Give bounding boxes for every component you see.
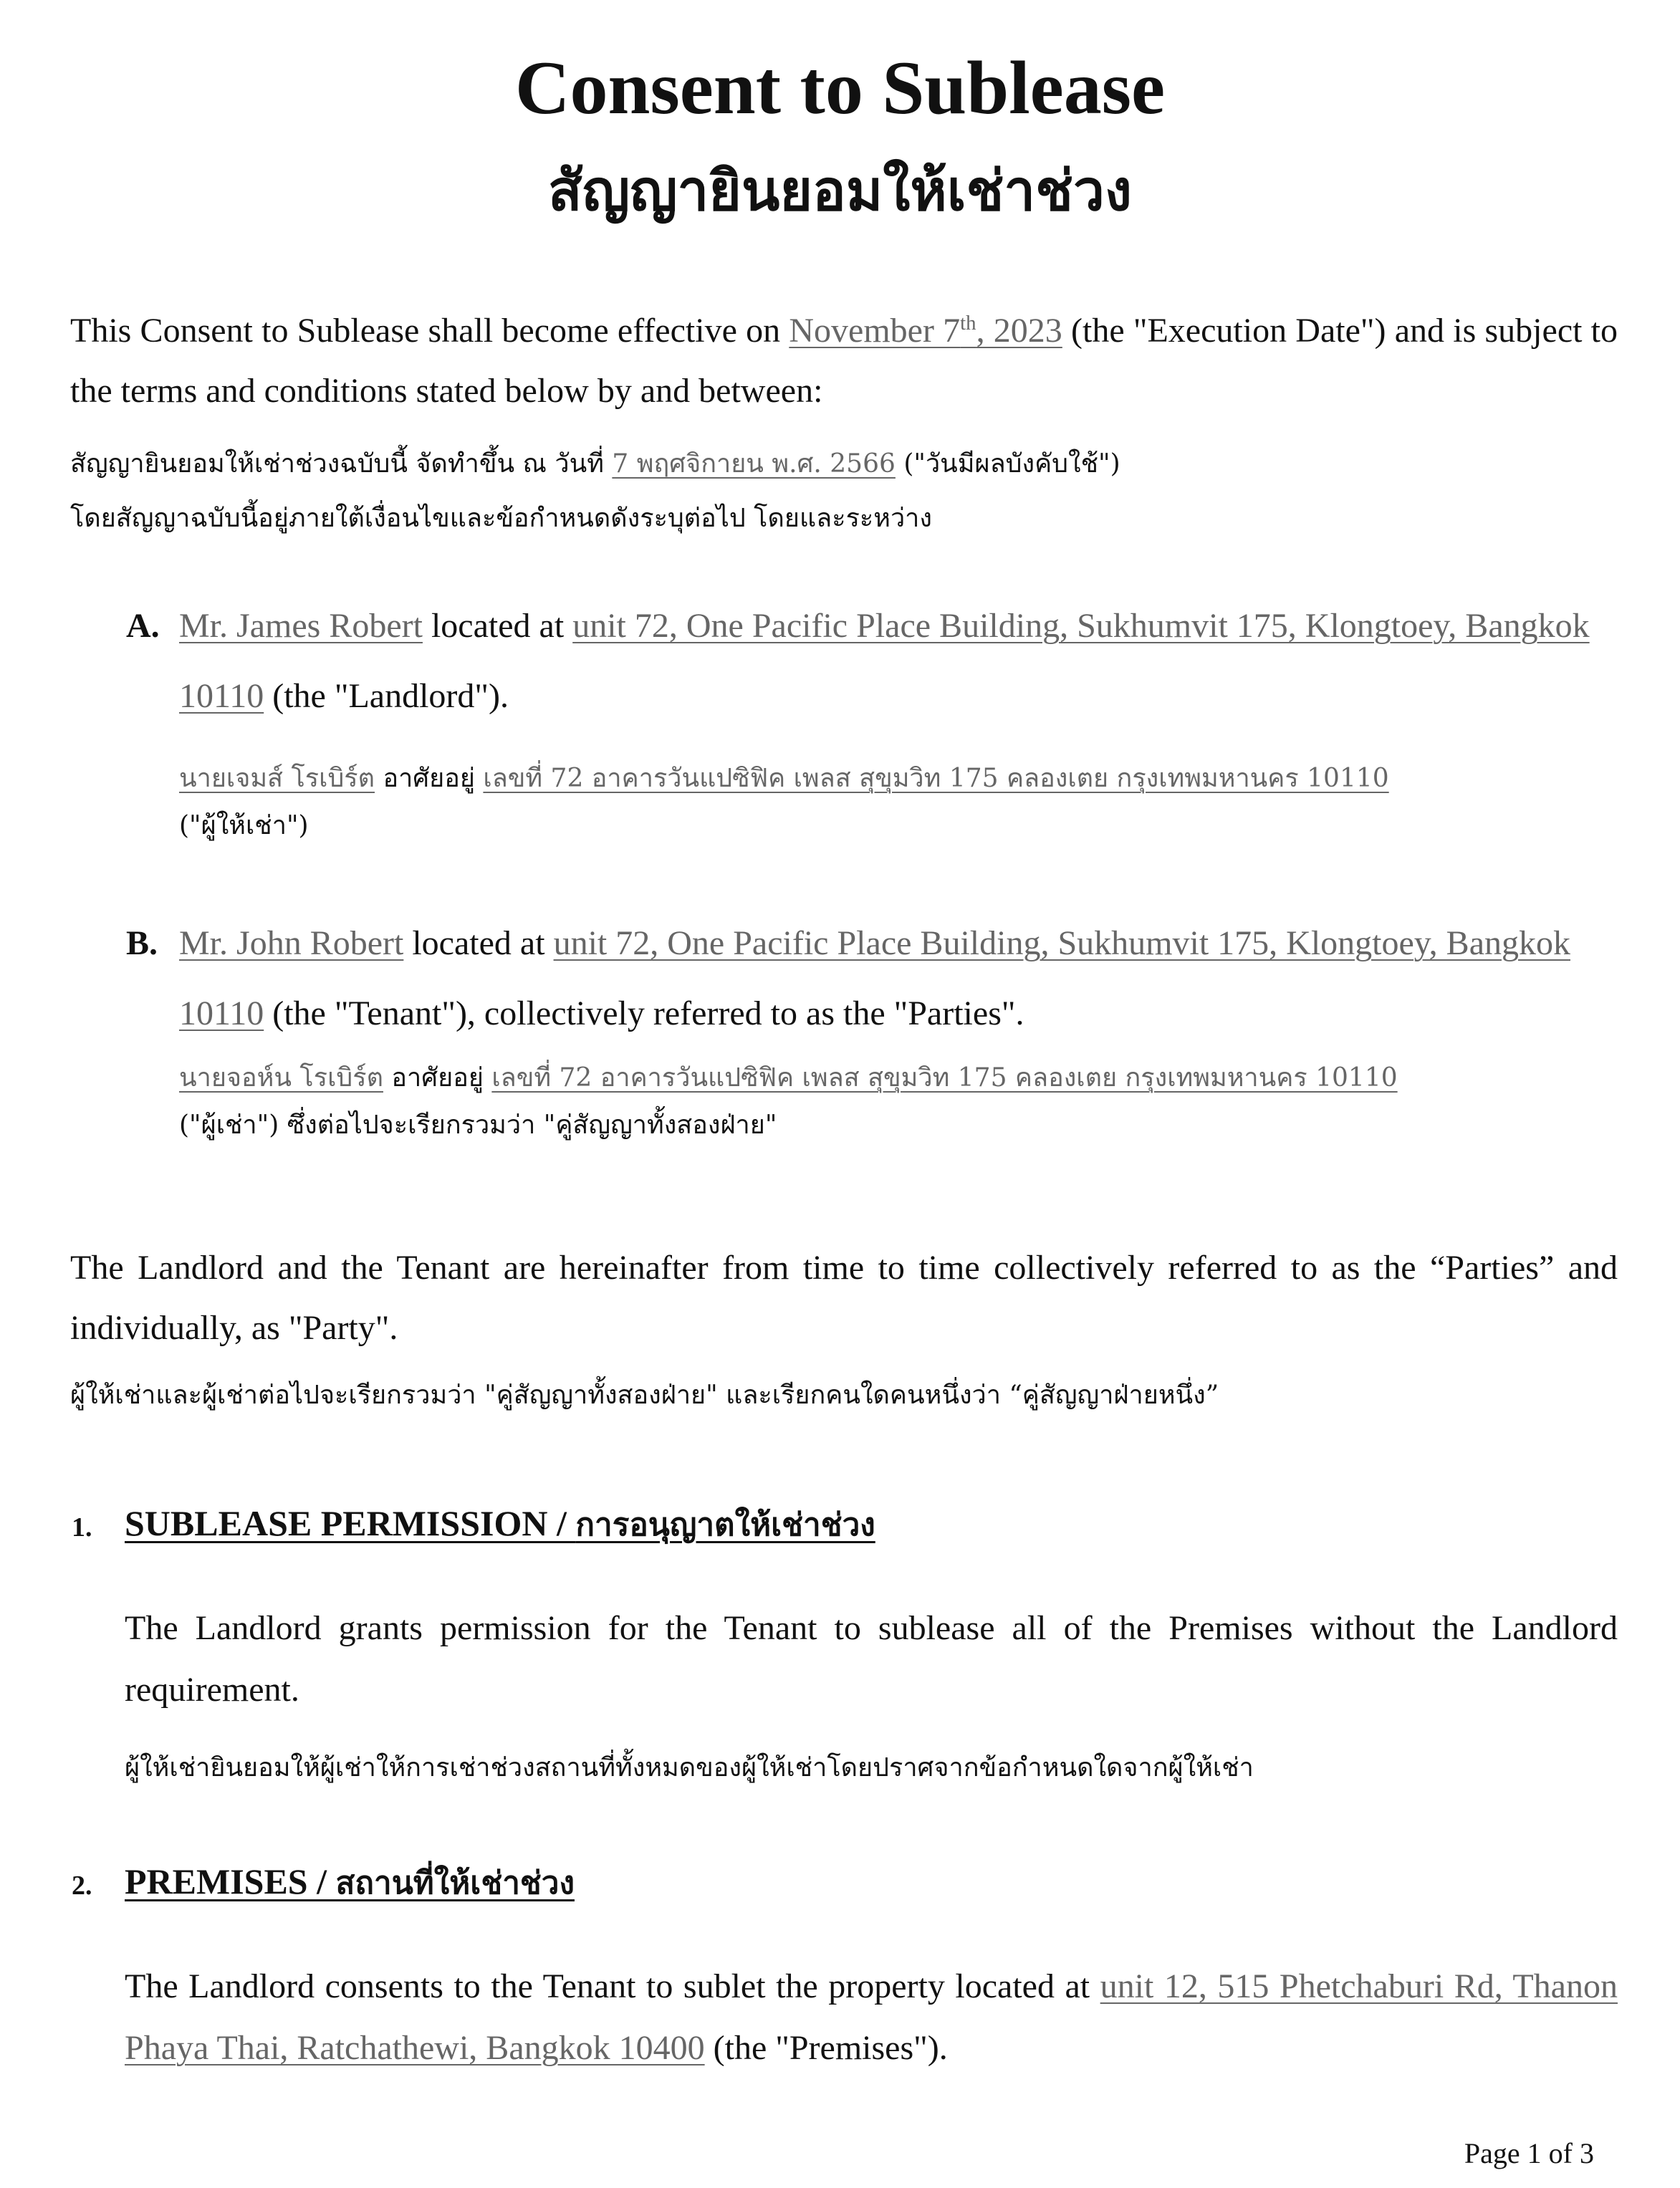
collective-paragraph-thai: ผู้ให้เช่าและผู้เช่าต่อไปจะเรียกรวมว่า "คู่สัญญาทั้งสองฝ่าย" และเรียกคนใดคนหนึ่งว่า “คู่สัญญาฝ่ายหนึ่ง” xyxy=(70,1381,1219,1410)
landlord-address-thai: เลขที่ 72 อาคารวันแปซิฟิค เพลส สุขุมวิท 175 คลองเตย กรุงเทพมหานคร 10110 xyxy=(483,764,1389,793)
intro-paragraph-thai: สัญญายินยอมให้เช่าช่วงฉบับนี้ จัดทำขึ้น ณ วันที่ 7 พฤศจิกายน พ.ศ. 2566 ("วันมีผลบังคับใช้") โดยสัญญาฉบับนี้อยู่ภายใต้เงื่อนไขและข้อกำหนดดังระบุต่อไป โดยและระหว่าง xyxy=(70,449,1120,533)
party-a-thai: นายเจมส์ โรเบิร์ต อาศัยอยู่ เลขที่ 72 อาคารวันแปซิฟิค เพลส สุขุมวิท 175 คลองเตย กรุงเทพมหานคร 10110 ("ผู้ให้เช่า") xyxy=(179,764,1389,840)
landlord-name: Mr. James Robert xyxy=(179,607,423,645)
intro-text-continued: (the "Execution Date") and is subject to the terms and conditions stated below by and between: xyxy=(70,312,1618,410)
party-a-english: Mr. James Robert located at unit 72, One Pacific Place Building, Sukhumvit 175, Klongtoey, Bangkok 10110 (the "Landlord"). xyxy=(179,607,1590,715)
section-1-number: 1. xyxy=(72,1512,92,1542)
document-title-english: Consent to Sublease xyxy=(514,46,1165,130)
premises-address: unit 12, 515 Phetchaburi Rd, Thanon Phaya Thai, Ratchathewi, Bangkok 10400 xyxy=(125,1967,1618,2067)
party-b-label: B. xyxy=(126,924,158,962)
landlord-address: unit 72, One Pacific Place Building, Sukhumvit 175, Klongtoey, Bangkok 10110 xyxy=(179,607,1590,715)
intro-thai-line2: โดยสัญญาฉบับนี้อยู่ภายใต้เงื่อนไขและข้อกำหนดดังระบุต่อไป โดยและระหว่าง xyxy=(70,504,932,533)
party-a-label: A. xyxy=(126,607,160,645)
party-b-english: Mr. John Robert located at unit 72, One Pacific Place Building, Sukhumvit 175, Klongtoey, Bangkok 10110 (the "Tenant"), collectively referred to as the "Parties". xyxy=(179,924,1570,1032)
collective-paragraph-english: The Landlord and the Tenant are hereinafter from time to time collectively referred to as the “Parties” and individually, as "Party". xyxy=(70,1249,1618,1347)
tenant-address-thai: เลขที่ 72 อาคารวันแปซิฟิค เพลส สุขุมวิท 175 คลองเตย กรุงเทพมหานคร 10110 xyxy=(491,1063,1398,1093)
section-2-number: 2. xyxy=(72,1871,92,1901)
document-title-thai: สัญญายินยอมให้เช่าช่วง xyxy=(547,159,1133,224)
section-1-body-english: The Landlord grants permission for the Tenant to sublease all of the Premises without the Landlord requirement. xyxy=(125,1609,1618,1709)
landlord-name-thai: นายเจมส์ โรเบิร์ต xyxy=(179,764,375,793)
intro-text: This Consent to Sublease shall become effective on xyxy=(70,312,789,350)
tenant-address: unit 72, One Pacific Place Building, Sukhumvit 175, Klongtoey, Bangkok 10110 xyxy=(179,924,1570,1032)
section-2-body-english: The Landlord consents to the Tenant to sublet the property located at unit 12, 515 Phetchaburi Rd, Thanon Phaya Thai, Ratchathewi, Bangkok 10400 (the "Premises"). xyxy=(125,1967,1618,2067)
party-b-thai: นายจอห์น โรเบิร์ต อาศัยอยู่ เลขที่ 72 อาคารวันแปซิฟิค เพลส สุขุมวิท 175 คลองเตย กรุงเทพมหานคร 10110 ("ผู้เช่า") ซึ่งต่อไปจะเรียกรวมว่า "คู่สัญญาทั้งสองฝ่าย" xyxy=(179,1063,1398,1140)
section-1-heading: SUBLEASE PERMISSION / การอนุญาตให้เช่าช่วง xyxy=(125,1503,875,1543)
section-2-heading: PREMISES / สถานที่ให้เช่าช่วง xyxy=(125,1861,575,1901)
section-1-body-thai: ผู้ให้เช่ายินยอมให้ผู้เช่าให้การเช่าช่วงสถานที่ทั้งหมดของผู้ให้เช่าโดยปราศจากข้อกำหนดใดจากผู้ให้เช่า xyxy=(125,1753,1254,1782)
page-number: Page 1 of 3 xyxy=(1464,2137,1594,2169)
execution-date-english: November 7th, 2023 xyxy=(789,312,1062,350)
tenant-name-thai: นายจอห์น โรเบิร์ต xyxy=(179,1063,383,1093)
intro-paragraph-english xyxy=(70,301,1618,421)
tenant-name: Mr. John Robert xyxy=(179,924,404,962)
execution-date-thai: 7 พฤศจิกายน พ.ศ. 2566 xyxy=(612,449,896,479)
